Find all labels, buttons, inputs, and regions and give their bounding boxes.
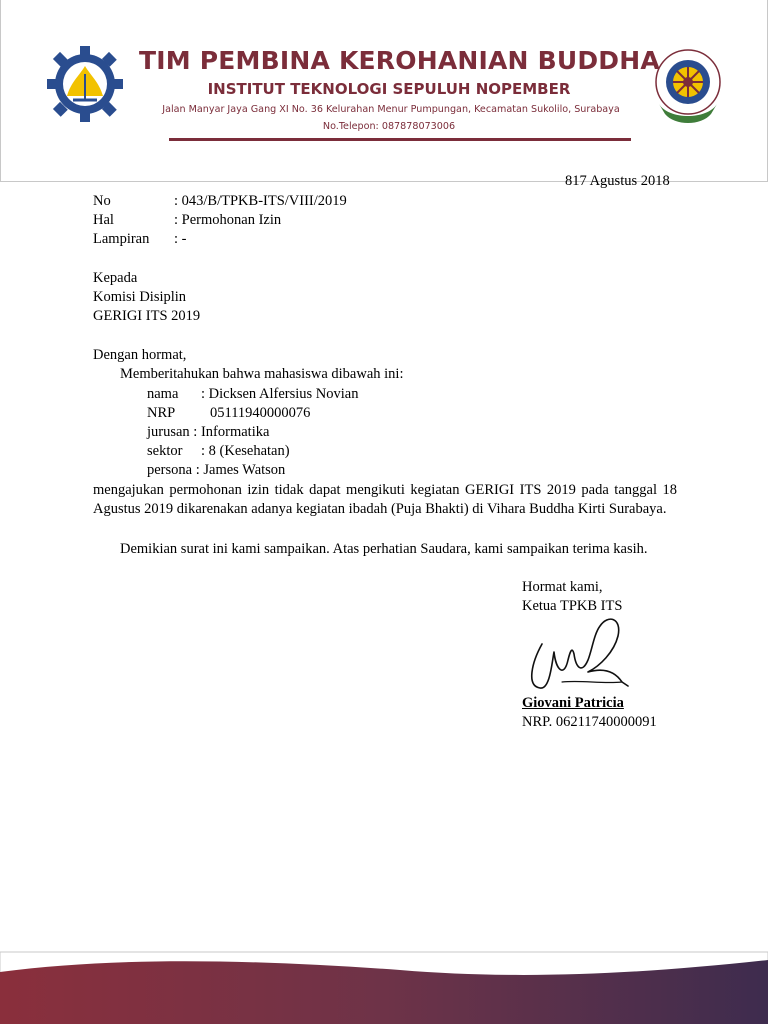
org-phone: No.Telepon: 087878073006 xyxy=(322,121,456,132)
student-nrp-label: NRP xyxy=(147,405,176,421)
attachment-label: Lampiran xyxy=(93,231,150,247)
closing-text: Demikian surat ini kami sampaikan. Atas perhatian Saudara, kami sampaikan terima kasih. xyxy=(120,541,648,557)
greeting: Dengan hormat, xyxy=(93,347,187,363)
org-address: Jalan Manyar Jaya Gang XI No. 36 Kelurahan Menur Pumpungan, Kecamatan Sukolilo, Surabaya xyxy=(162,104,620,115)
attachment: : - xyxy=(174,231,187,247)
recipient-line-3: GERIGI ITS 2019 xyxy=(93,308,201,324)
handwritten-signature xyxy=(522,612,634,698)
header-divider xyxy=(169,138,631,141)
student-sector: : 8 (Kesehatan) xyxy=(201,443,290,459)
intro-text: Memberitahukan bahwa mahasiswa dibawah ini: xyxy=(120,366,404,382)
letterhead xyxy=(0,0,768,182)
recipient-line-1: Kepada xyxy=(93,270,138,286)
student-name-label: nama xyxy=(147,386,179,402)
sign-greeting: Hormat kami, xyxy=(522,579,603,595)
student-sector-label: sektor xyxy=(147,443,183,459)
signer-name: Giovani Patricia xyxy=(522,695,624,711)
letter-body: mengajukan permohonan izin tidak dapat mengikuti kegiatan GERIGI ITS 2019 pada tanggal 18 Agustus 2019 dikarenakan adanya kegiatan ibadah (Puja Bhakti) di Vihara Buddha Kirti Surabaya. xyxy=(93,482,677,518)
institution-name: INSTITUT TEKNOLOGI SEPULUH NOPEMBER xyxy=(207,80,571,98)
letter-number-label: No xyxy=(93,193,111,209)
letter-date: 817 Agustus 2018 xyxy=(565,173,670,189)
signer-title: Ketua TPKB ITS xyxy=(522,598,623,614)
tpkb-emblem-icon xyxy=(649,44,727,128)
student-name: : Dicksen Alfersius Novian xyxy=(201,386,359,402)
recipient-line-2: Komisi Disiplin xyxy=(93,289,187,305)
student-nrp: 05111940000076 xyxy=(210,405,311,421)
signer-nrp: NRP. 06211740000091 xyxy=(522,714,657,730)
footer-wave xyxy=(0,940,768,1024)
student-persona: persona : James Watson xyxy=(147,462,286,478)
subject: : Permohonan Izin xyxy=(174,212,282,228)
student-major: jurusan : Informatika xyxy=(147,424,270,440)
org-name: TIM PEMBINA KEROHANIAN BUDDHA xyxy=(139,46,660,75)
its-logo-icon xyxy=(43,44,127,124)
letter-number: : 043/B/TPKB-ITS/VIII/2019 xyxy=(174,193,347,209)
subject-label: Hal xyxy=(93,212,114,228)
